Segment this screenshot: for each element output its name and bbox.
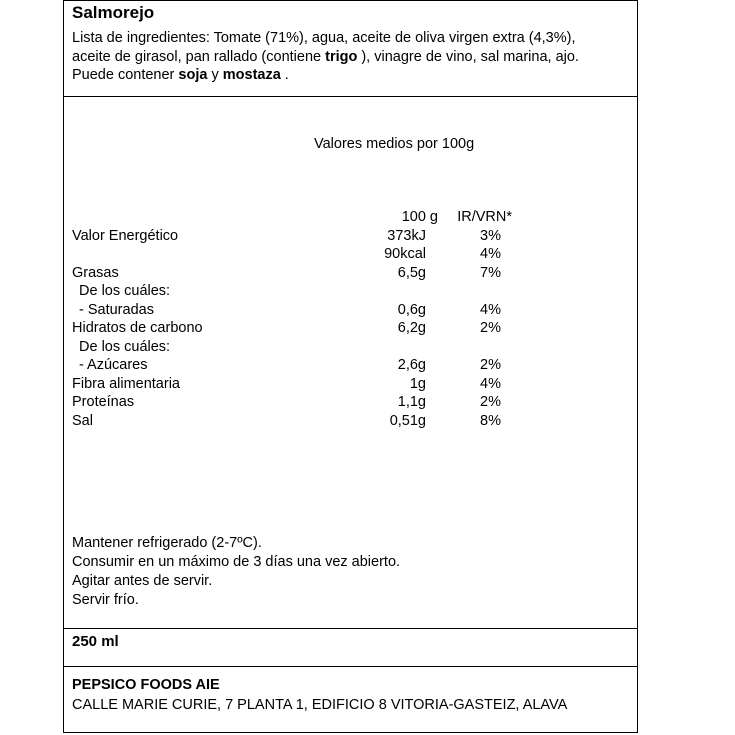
nutrient-percent: 4% xyxy=(480,246,501,262)
nutrition-heading: Valores medios por 100g xyxy=(314,136,475,152)
col-header-vrn: IR/VRN* xyxy=(457,209,512,225)
allergen-mostaza: mostaza xyxy=(222,67,281,83)
nutrient-value: 6,2g xyxy=(397,320,426,336)
ingredients-divider xyxy=(63,96,638,97)
net-volume: 250 ml xyxy=(72,633,119,650)
table-row xyxy=(72,282,512,301)
table-row xyxy=(72,301,512,320)
nutrient-percent: 2% xyxy=(480,320,501,336)
table-row xyxy=(72,412,512,431)
serving-instruction: Servir frío. xyxy=(72,592,139,608)
table-row xyxy=(72,319,512,338)
product-title: Salmorejo xyxy=(72,3,155,22)
nutrient-value: 2,6g xyxy=(397,357,426,373)
nutrient-percent: 2% xyxy=(480,394,501,410)
table-row xyxy=(72,245,512,264)
storage-instruction: Mantener refrigerado (2-7ºC). xyxy=(72,535,262,551)
nutrient-label: - Saturadas xyxy=(79,301,154,318)
nutrient-label: Grasas xyxy=(72,264,119,281)
table-row xyxy=(72,375,512,394)
nutrient-label: Fibra alimentaria xyxy=(72,375,180,392)
instructions-divider xyxy=(63,628,638,629)
nutrient-label: Sal xyxy=(72,412,93,429)
consumption-instruction: Consumir en un máximo de 3 días una vez abierto. xyxy=(72,554,401,570)
nutrition-header-row xyxy=(72,208,512,227)
col-header-100g: 100 g xyxy=(401,209,438,225)
nutrient-percent: 4% xyxy=(480,375,501,392)
table-row xyxy=(72,393,512,412)
ingredients-list xyxy=(72,29,632,85)
nutrition-table xyxy=(72,208,512,430)
nutrient-label: De los cuáles: xyxy=(79,283,171,299)
company-name: PEPSICO FOODS AIE xyxy=(72,677,220,693)
nutrient-percent: 2% xyxy=(480,357,501,373)
nutrient-value: 1g xyxy=(409,375,426,392)
allergen-soja: soja xyxy=(178,67,208,83)
nutrient-label: De los cuáles: xyxy=(79,338,171,355)
nutrient-value: 1,1g xyxy=(397,394,426,410)
company-address: CALLE MARIE CURIE, 7 PLANTA 1, EDIFICIO 8 VITORIA-GASTEIZ, ALAVA xyxy=(72,697,568,713)
volume-divider xyxy=(63,666,638,667)
nutrient-value: 0,51g xyxy=(389,412,426,429)
nutrient-value: 373kJ xyxy=(387,227,426,244)
nutrient-percent: 3% xyxy=(480,227,501,244)
allergen-trigo: trigo xyxy=(325,48,358,65)
nutrient-label: Valor Energético xyxy=(72,227,179,244)
table-row xyxy=(72,264,512,283)
table-row xyxy=(72,338,512,357)
nutrient-value: 0,6g xyxy=(397,301,426,318)
ingredients-line-1: Lista de ingredientes: Tomate (71%), agua, aceite de oliva virgen extra (4,3%), xyxy=(72,30,576,46)
nutrient-value: 90kcal xyxy=(384,246,426,262)
nutrient-label: - Azúcares xyxy=(79,357,148,373)
shake-instruction: Agitar antes de servir. xyxy=(72,573,213,589)
table-row xyxy=(72,227,512,246)
top-rule xyxy=(63,0,638,1)
nutrient-label: Proteínas xyxy=(72,394,135,410)
nutrient-label: Hidratos de carbono xyxy=(72,320,203,336)
nutrient-value: 6,5g xyxy=(397,264,426,281)
nutrient-percent: 7% xyxy=(480,264,501,281)
nutrient-percent: 8% xyxy=(480,412,501,429)
table-row xyxy=(72,356,512,375)
ingredients-line-2: aceite de girasol, pan rallado (contiene trigo ), vinagre de vino, sal marina, ajo. xyxy=(72,48,579,65)
nutrient-percent: 4% xyxy=(480,301,501,318)
ingredients-line-3: Puede contener soja y mostaza . xyxy=(72,67,289,83)
